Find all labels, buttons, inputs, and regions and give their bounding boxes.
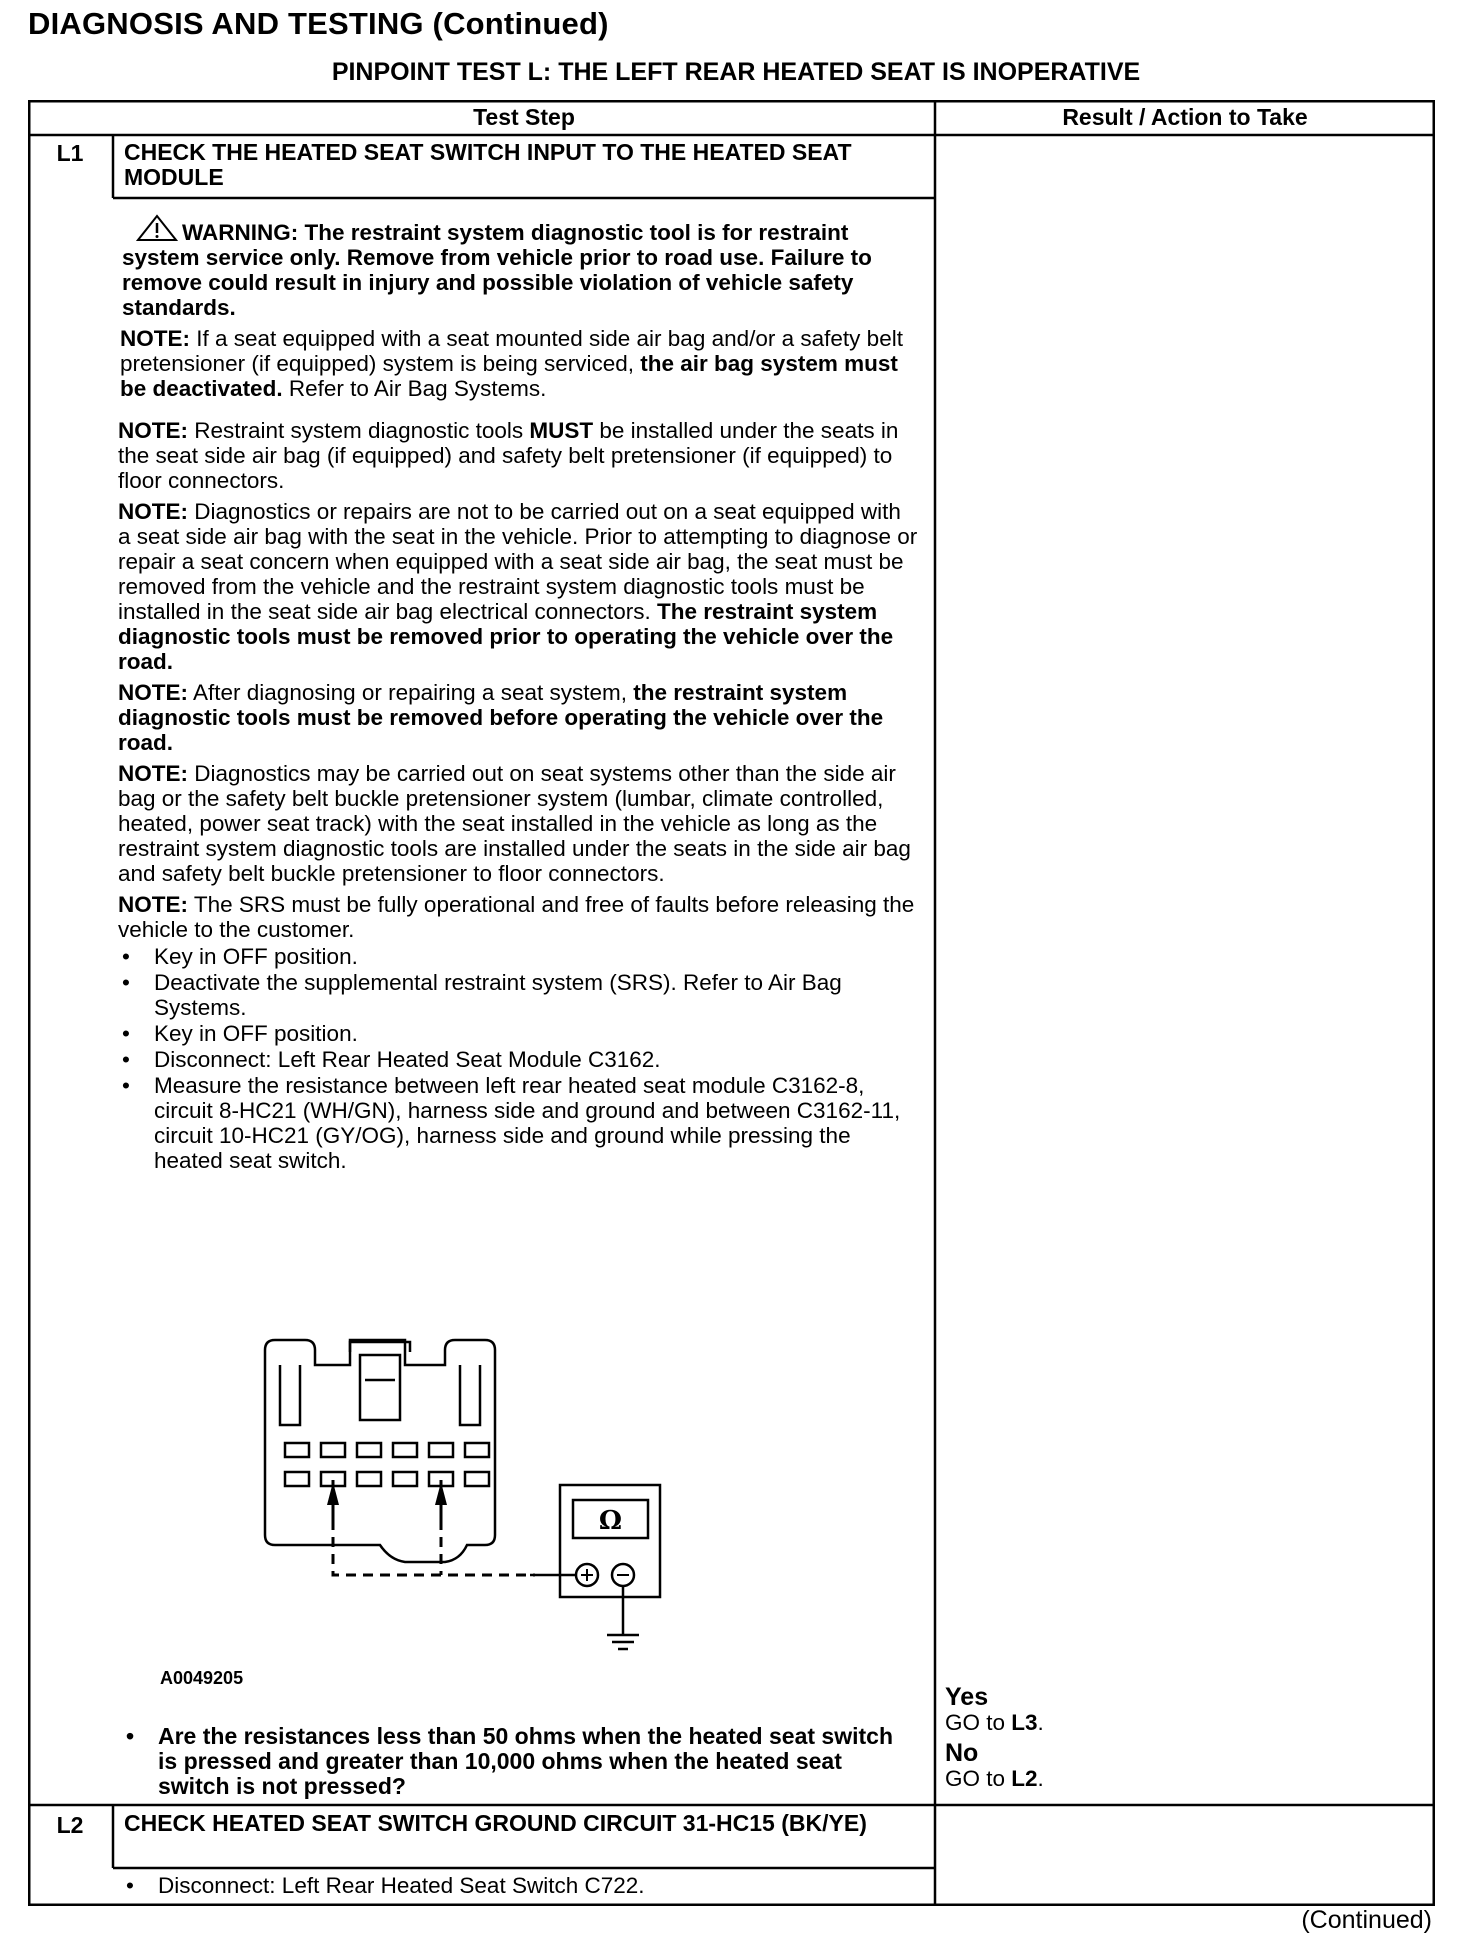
note-5: NOTE: Diagnostics may be carried out on seat systems other than the side air bag or the safety belt buckle pretensioner system (lumbar, climate controlled, heated, power seat track) with the seat installed in the vehicle as long as the restraint system diagnostic tools are installed under the seats in the side air bag and safety belt buckle pretensioner to floor connectors. (118, 761, 911, 886)
figure-id: A0049205 (160, 1668, 244, 1688)
result-no-action: GO to L2. (945, 1766, 1044, 1791)
note-3: NOTE: Diagnostics or repairs are not to be carried out on a seat equipped with a seat side air bag with the seat in the vehicle. Prior to attempting to diagnose or repair a seat concern when equipped with a seat side air bag, the seat must be removed from the vehicle and the restraint system diagnostic tools must be installed in the seat side air bag electrical connectors. The restraint system diagnostic tools must be removed prior to operating the vehicle over the road. (118, 499, 918, 674)
action-item: • Measure the resistance between left rear heated seat module C3162-8, circuit 8-HC21 (WH/GN), harness side and ground and between C3162-11, circuit 10-HC21 (GY/OG), harness side and ground while pressing the heated seat switch. (118, 1073, 918, 1173)
action-item: • Disconnect: Left Rear Heated Seat Module C3162. (118, 1047, 918, 1072)
connector-measurement-diagram (255, 1330, 675, 1675)
result-no-link[interactable]: L2 (1011, 1766, 1038, 1791)
step-l1-notes (118, 418, 918, 1174)
connector-latch (360, 1355, 400, 1420)
note-4: NOTE: After diagnosing or repairing a seat system, the restraint system diagnostic tools must be removed before operating the vehicle over the road. (118, 680, 884, 755)
note-2: NOTE: Restraint system diagnostic tools MUST be installed under the seats in the seat side air bag (if equipped) and safety belt pretensioner (if equipped) to floor connectors. (118, 418, 899, 493)
action-item: • Disconnect: Left Rear Heated Seat Switch C722. (122, 1873, 902, 1898)
result-yes-link[interactable]: L3 (1011, 1710, 1038, 1735)
result-no-label: No (945, 1739, 979, 1767)
note-1: NOTE: If a seat equipped with a seat mounted side air bag and/or a safety belt pretensioner (if equipped) system is being serviced, the air bag system must be deactivated. Refer to Air Bag Systems. (120, 326, 903, 401)
column-header-test-step: Test Step (473, 104, 575, 130)
ohmmeter (560, 1485, 660, 1597)
step-title-l1: CHECK THE HEATED SEAT SWITCH INPUT TO THE HEATED SEAT MODULE (124, 139, 852, 190)
pinpoint-test-title: PINPOINT TEST L: THE LEFT REAR HEATED SEAT IS INOPERATIVE (331, 58, 1141, 86)
ohm-symbol: Ω (598, 1506, 623, 1536)
action-item: • Key in OFF position. (118, 944, 918, 969)
step-id-l2: L2 (56, 1812, 84, 1838)
step-id-l1: L1 (56, 140, 84, 166)
column-header-result: Result / Action to Take (1062, 104, 1308, 130)
step-l1-question (122, 1724, 912, 1800)
action-item: • Deactivate the supplemental restraint system (SRS). Refer to Air Bag Systems. (118, 970, 918, 1020)
step-title-l2: CHECK HEATED SEAT SWITCH GROUND CIRCUIT 31-HC15 (BK/YE) (124, 1810, 867, 1836)
action-list (118, 944, 918, 1173)
page-title: DIAGNOSIS AND TESTING (Continued) (28, 6, 609, 41)
test-lead-dashed (333, 1520, 535, 1575)
question-item: • Are the resistances less than 50 ohms when the heated seat switch is pressed and greater than 10,000 ohms when the heated seat switch is not pressed? (122, 1724, 912, 1799)
step-l1-results (945, 1685, 1405, 1791)
result-yes-label: Yes (945, 1683, 989, 1711)
warning-text: WARNING: The restraint system diagnostic tool is for restraint system service only. Remove from vehicle prior to road use. Failure to remove could result in injury and possible violation of vehicle safety standards. (122, 220, 872, 320)
warning-block (120, 214, 920, 320)
note-6: NOTE: The SRS must be fully operational and free of faults before releasing the vehicle to the customer. (118, 892, 915, 942)
warning-triangle-icon (136, 214, 178, 242)
result-yes-action: GO to L3. (945, 1710, 1044, 1735)
continued-label: (Continued) (1301, 1906, 1432, 1934)
action-item: • Key in OFF position. (118, 1021, 918, 1046)
step-l1-body (120, 214, 920, 407)
step-l2-body (122, 1873, 902, 1899)
